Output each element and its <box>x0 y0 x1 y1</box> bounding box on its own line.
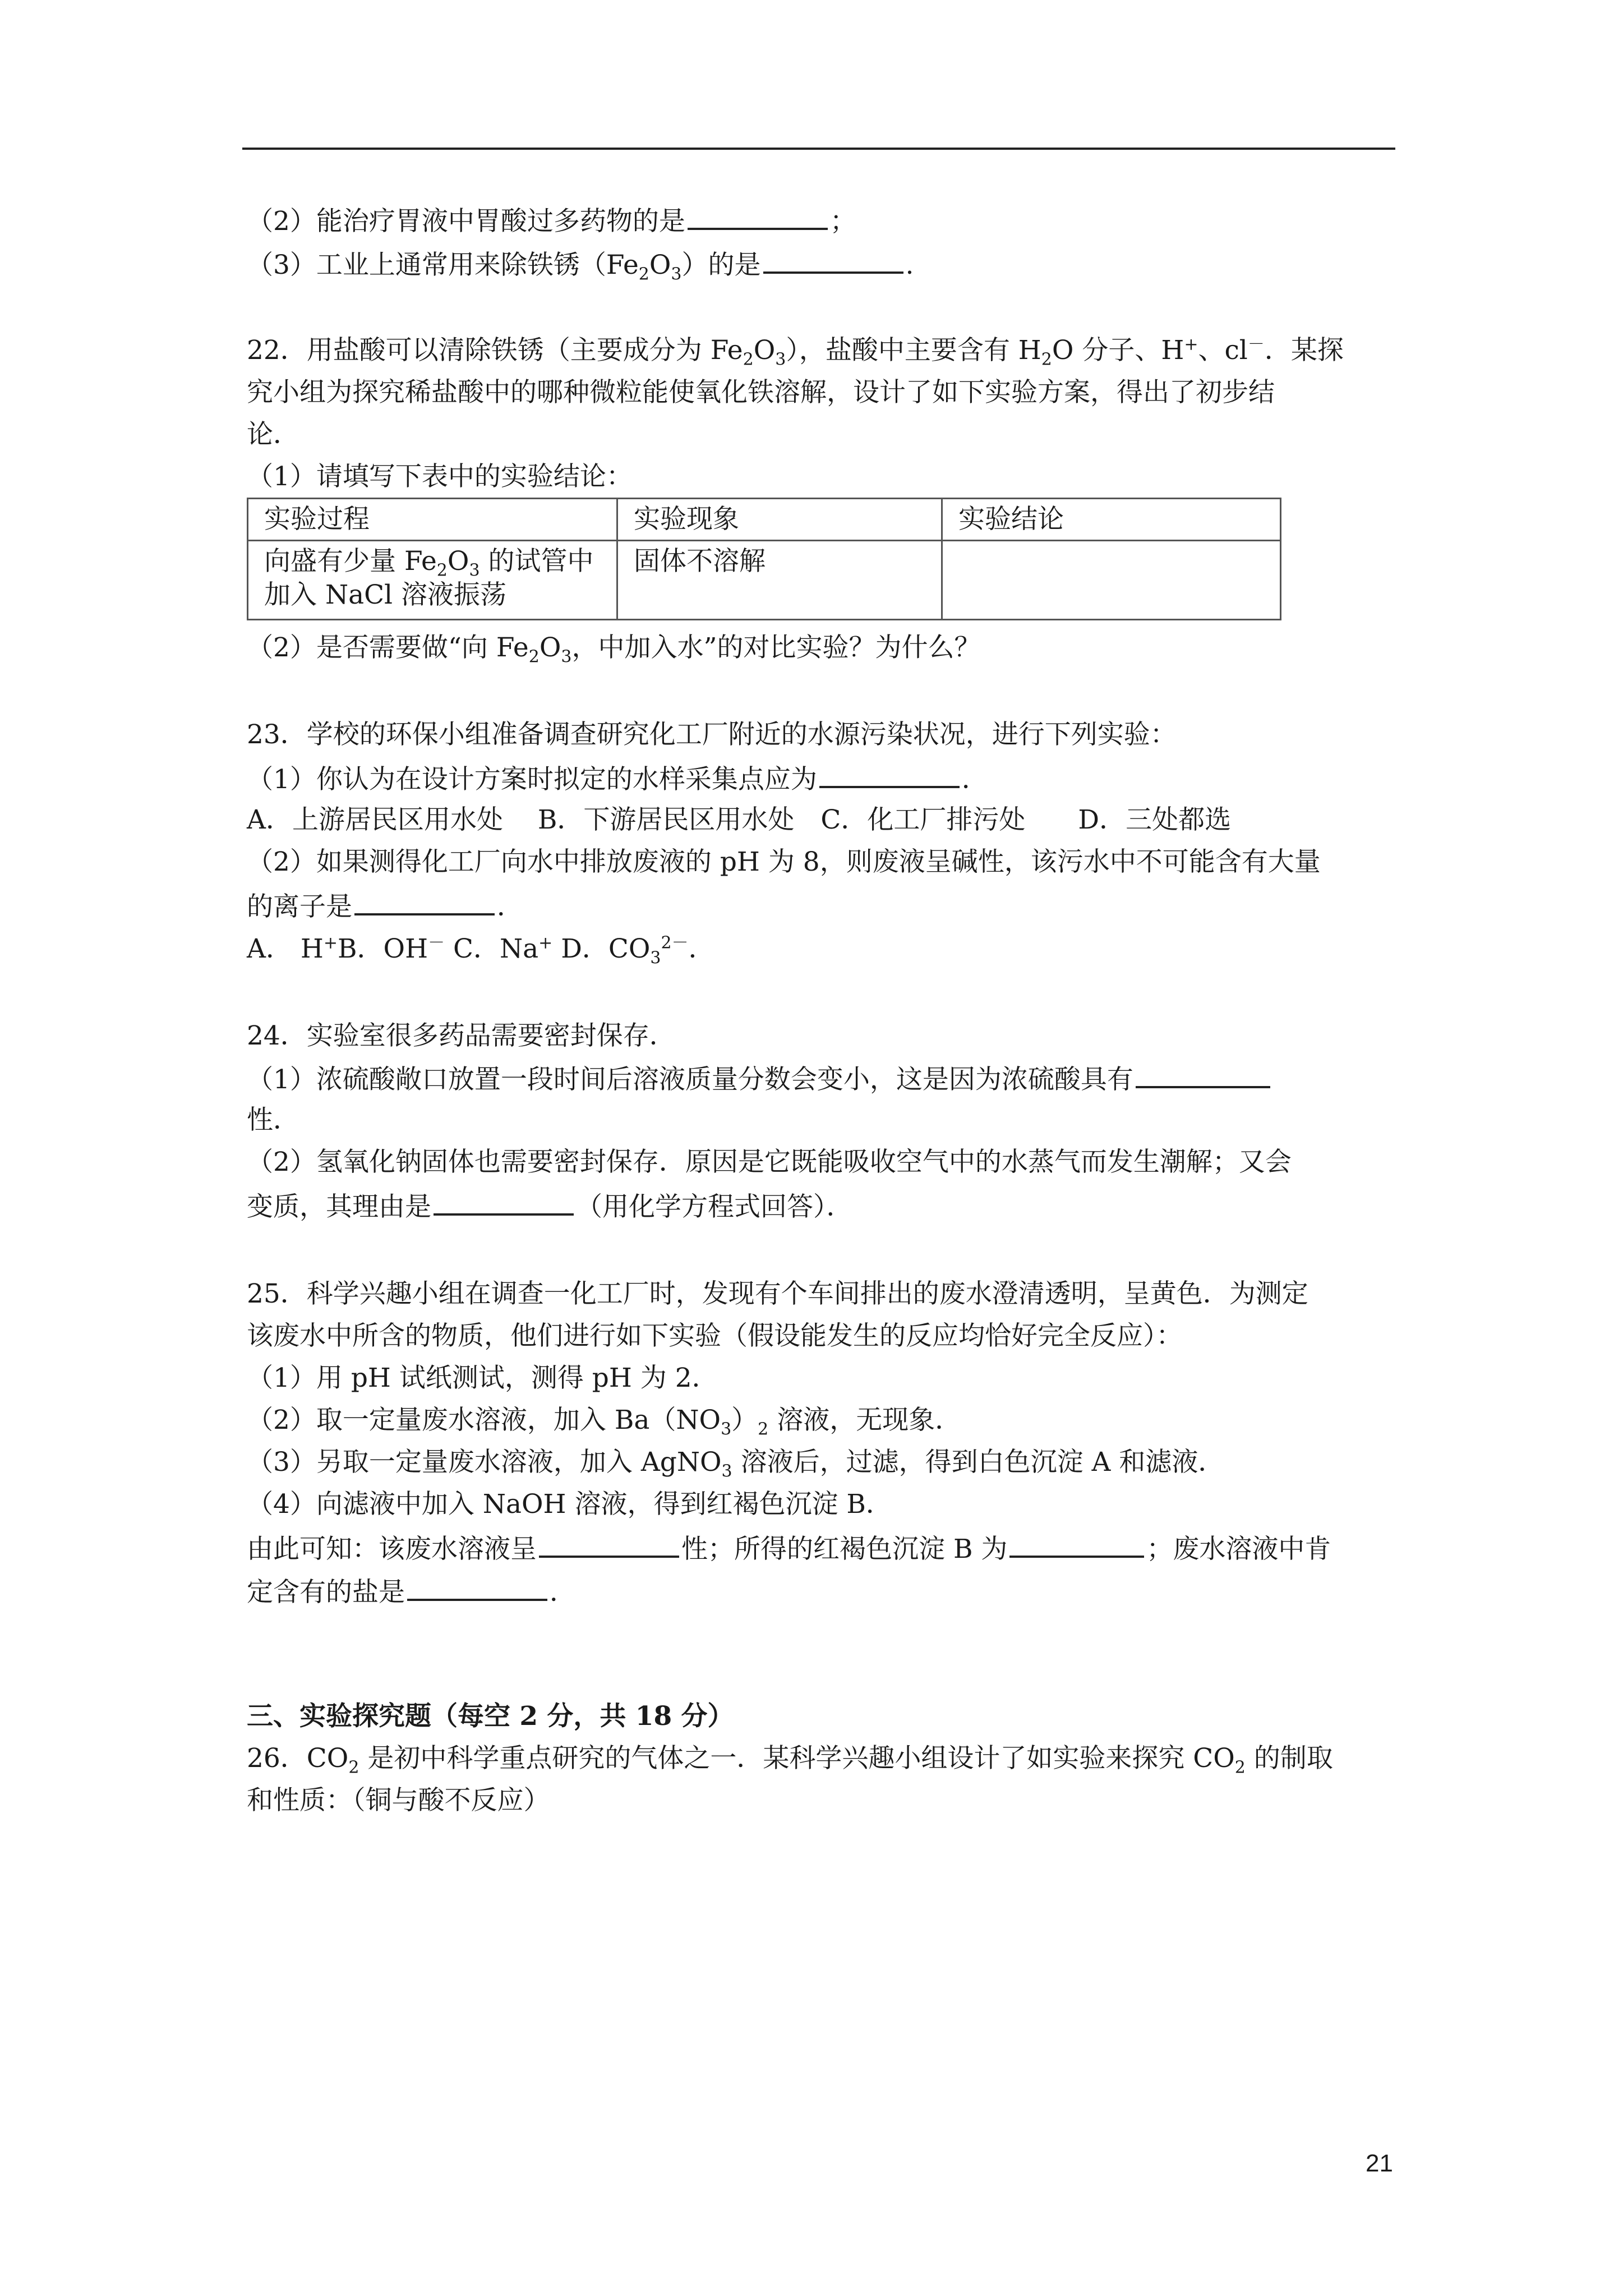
q22-line2: 究小组为探究稀盐酸中的哪种微粒能使氧化铁溶解，设计了如下实验方案，得出了初步结 <box>247 377 1275 408</box>
table-header-cell: 实验过程 <box>248 499 617 541</box>
q26-line2: 和性质：（铜与酸不反应） <box>247 1785 550 1816</box>
q25-item3: （3）另取一定量废水溶液，加入 AgNO$_3$ 溶液后，过滤，得到白色沉淀 A 和滤液． <box>247 1447 1225 1481</box>
q24-item2-line1: （2）氢氧化钠固体也需要密封保存．原因是它既能吸收空气中的水蒸气而发生潮解；又会 <box>247 1147 1292 1177</box>
q25-item4: （4）向滤液中加入 NaOH 溶液，得到红褐色沉淀 B． <box>247 1489 892 1520</box>
answer-blank[interactable] <box>819 761 960 788</box>
table-header-cell: 实验现象 <box>617 499 942 541</box>
q25-item2: （2）取一定量废水溶液，加入 $Ba(NO_3)_2$ 溶液，无现象． <box>247 1405 962 1439</box>
section-heading: 三、实验探究题（每空 2 分，共 18 分） <box>247 1701 734 1732</box>
answer-blank[interactable] <box>407 1574 547 1601</box>
q24-item2-line2: 变质，其理由是 （用化学方程式回答）． <box>247 1189 853 1224</box>
table-cell-phenomenon: 固体不溶解 <box>617 541 942 620</box>
q23-line1: 23．学校的环保小组准备调查研究化工厂附近的水源污染状况，进行下列实验： <box>247 719 1177 750</box>
answer-blank[interactable] <box>1136 1061 1270 1088</box>
q25-conclusion-line1: 由此可知：该废水溶液呈 性；所得的红褐色沉淀 B 为 ；废水溶液中肯 <box>247 1531 1331 1566</box>
q22-item2: （2）是否需要做“向 $Fe_2O_3$，中加入水”的对比实验？为什么？ <box>247 632 981 667</box>
q25-line2: 该废水中所含的物质，他们进行如下实验（假设能发生的反应均恰好完全反应）： <box>247 1320 1183 1351</box>
q23-item1: （1）你认为在设计方案时拟定的水样采集点应为 ． <box>247 761 988 797</box>
table-row <box>248 541 1281 620</box>
answer-blank[interactable] <box>434 1189 574 1216</box>
table-cell-conclusion-input[interactable] <box>942 541 1281 620</box>
page-number: 21 <box>1366 2150 1393 2177</box>
q23-options1: A．上游居民区用水处 B．下游居民区用水处 C．化工厂排污处 D．三处都选 <box>247 804 1232 835</box>
q23-options2: A． H+B．OH－ C．Na+ D．$CO_3^{2-}$． <box>247 933 715 968</box>
q26-line1: 26．$CO_2$ 是初中科学重点研究的气体之一．某科学兴趣小组设计了如实验来探究 $CO_2$ 的制取 <box>247 1743 1333 1778</box>
q23-item2-line1: （2）如果测得化工厂向水中排放废液的 pH 为 8，则废液呈碱性，该污水中不可能含有大量 <box>247 846 1321 877</box>
q24-line1: 24．实验室很多药品需要密封保存． <box>247 1020 676 1051</box>
q24-item1: （1）浓硫酸敞口放置一段时间后溶液质量分数会变小，这是因为浓硫酸具有 <box>247 1061 1272 1097</box>
q25-line1: 25．科学兴趣小组在调查一化工厂时，发现有个车间排出的废水澄清透明，呈黄色．为测定 <box>247 1278 1308 1309</box>
experiment-table <box>247 498 1281 620</box>
q21-item2: （2）能治疗胃液中胃酸过多药物的是 ； <box>247 203 856 238</box>
table-header-row <box>248 499 1281 541</box>
table-header-cell: 实验结论 <box>942 499 1281 541</box>
table-cell-process: 向盛有少量 $Fe_2O_3$ 的试管中 加入 NaCl 溶液振荡 <box>248 541 617 620</box>
q24-item1-cont: 性． <box>247 1105 299 1135</box>
q22-line3: 论． <box>247 419 299 450</box>
q22-line1: 22．用盐酸可以清除铁锈（主要成分为 $Fe_2O_3$），盐酸中主要含有 $H_2O$ 分子、H+、cl－．某探 <box>247 334 1344 370</box>
q21-item3: （3）工业上通常用来除铁锈$(Fe_2O_3)$的是 . <box>247 247 914 282</box>
answer-blank[interactable] <box>1009 1531 1144 1558</box>
q25-conclusion-line2: 定含有的盐是 ． <box>247 1574 576 1609</box>
header-rule <box>242 148 1395 150</box>
answer-blank[interactable] <box>688 203 828 230</box>
answer-blank[interactable] <box>763 247 903 274</box>
q25-item1: （1）用 pH 试纸测试，测得 pH 为 2． <box>247 1363 718 1393</box>
q22-item1: （1）请填写下表中的实验结论： <box>247 461 633 492</box>
answer-blank[interactable] <box>354 889 495 915</box>
answer-blank[interactable] <box>539 1531 679 1558</box>
q23-item2-line2: 的离子是 ． <box>247 889 523 924</box>
